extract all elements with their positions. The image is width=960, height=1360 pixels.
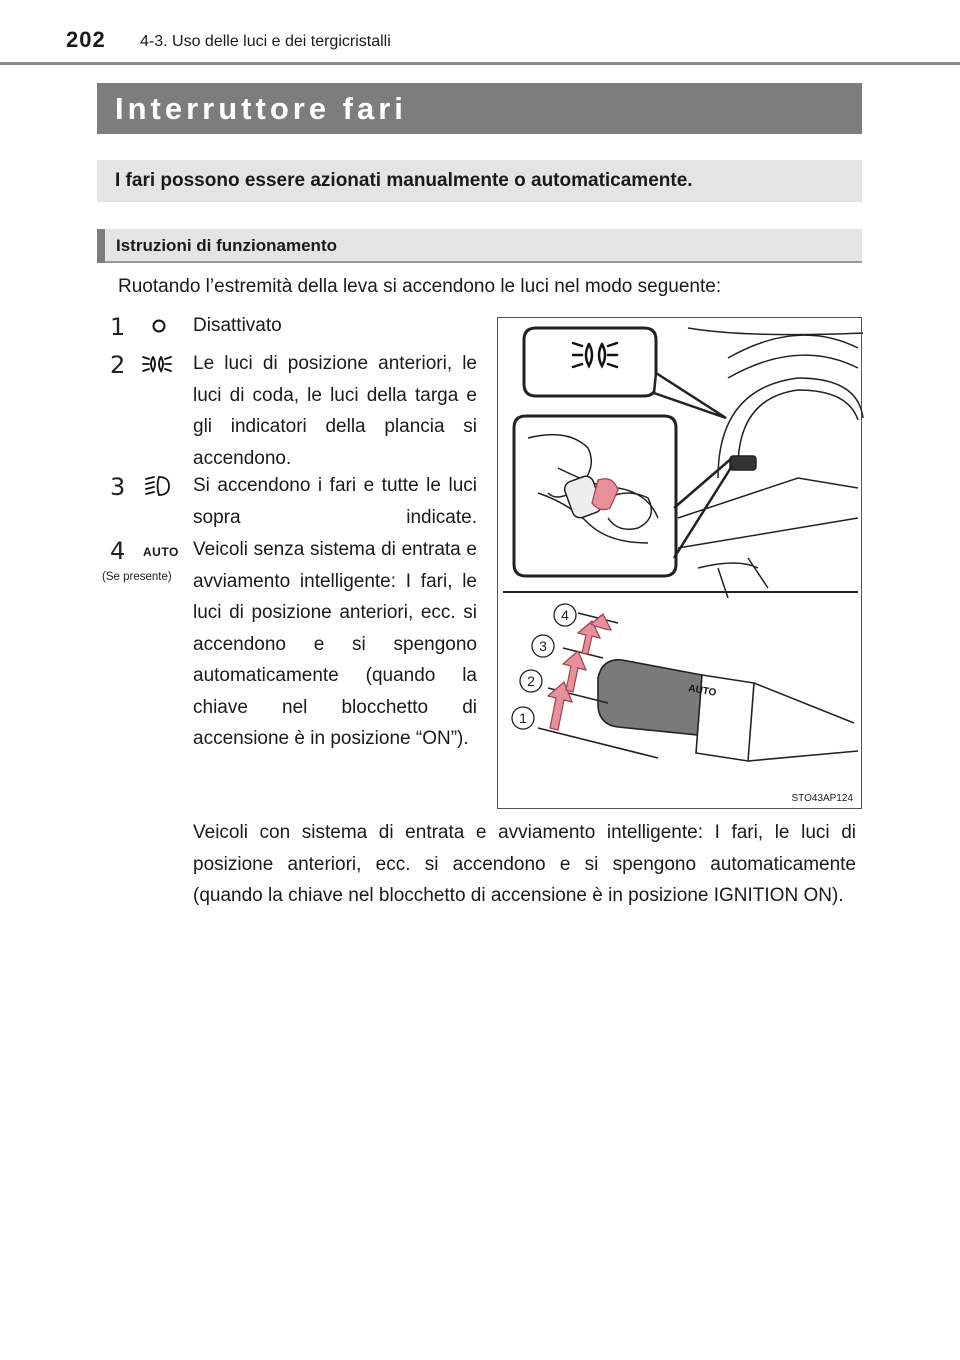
figure-callout-2: 2 — [527, 673, 535, 689]
position-lights-icon — [140, 352, 180, 376]
page-header — [0, 0, 960, 66]
item-text-4: Veicoli senza sistema di entrata e avviamento intelligente: I fari, le luci di posizione anteriori, ecc. si accendono e si spengono automaticamente (quando la chiave nel blocchetto di accensione è in posizione “ON”). — [193, 539, 477, 749]
item-number-1: 1 — [110, 313, 126, 341]
item-number-4: 4 — [110, 537, 126, 565]
dashboard-drawing — [678, 328, 863, 598]
headlight-icon — [144, 474, 178, 498]
item-text-3: Si accendono i fari e tutte le luci sopra indicate. — [193, 475, 477, 528]
summary-box — [97, 160, 862, 202]
figure-callout-4: 4 — [561, 607, 569, 623]
hand-detail — [514, 416, 732, 576]
section-path: 4-3. Uso delle luci e dei tergicristalli — [140, 33, 391, 50]
figure-code: STO43AP124 — [791, 793, 853, 804]
item-text-2: Le luci di posizione anteriori, le luci di coda, le luci della targa e gli indicatori della plancia si accendono. — [193, 353, 477, 469]
item-number-3: 3 — [110, 473, 126, 501]
header-rule — [0, 62, 960, 65]
headlight-switch-figure — [497, 317, 862, 809]
item-number-2: 2 — [110, 351, 126, 379]
callout-bubble — [524, 328, 726, 418]
subheading-bar — [97, 229, 862, 263]
item-text-1: Disattivato — [193, 315, 282, 336]
summary-text: I fari possono essere azionati manualmente o automaticamente. — [115, 170, 693, 191]
off-circle-icon — [150, 317, 168, 335]
page-number: 202 — [66, 27, 106, 52]
switch-auto-label: AUTO — [687, 683, 718, 699]
subheading-stripe — [97, 229, 105, 263]
figure-illustration — [498, 318, 863, 810]
title-bar — [97, 83, 862, 134]
subheading: Istruzioni di funzionamento — [116, 236, 337, 255]
figure-callout-1: 1 — [519, 710, 527, 726]
figure-callout-3: 3 — [539, 638, 547, 654]
intro-text: Ruotando l’estremità della leva si accendono le luci nel modo seguente: — [118, 276, 722, 297]
auto-icon: AUTO — [143, 545, 179, 559]
optional-label: (Se presente) — [102, 571, 172, 583]
trailing-text: Veicoli con sistema di entrata e avviamento intelligente: I fari, le luci di posizione anteriori, ecc. si accendono e si spengono automaticamente (quando la chiave nel blocchetto di accensione è in posizione IGNITION ON). — [193, 822, 856, 906]
page-title: Interruttore fari — [115, 91, 407, 126]
